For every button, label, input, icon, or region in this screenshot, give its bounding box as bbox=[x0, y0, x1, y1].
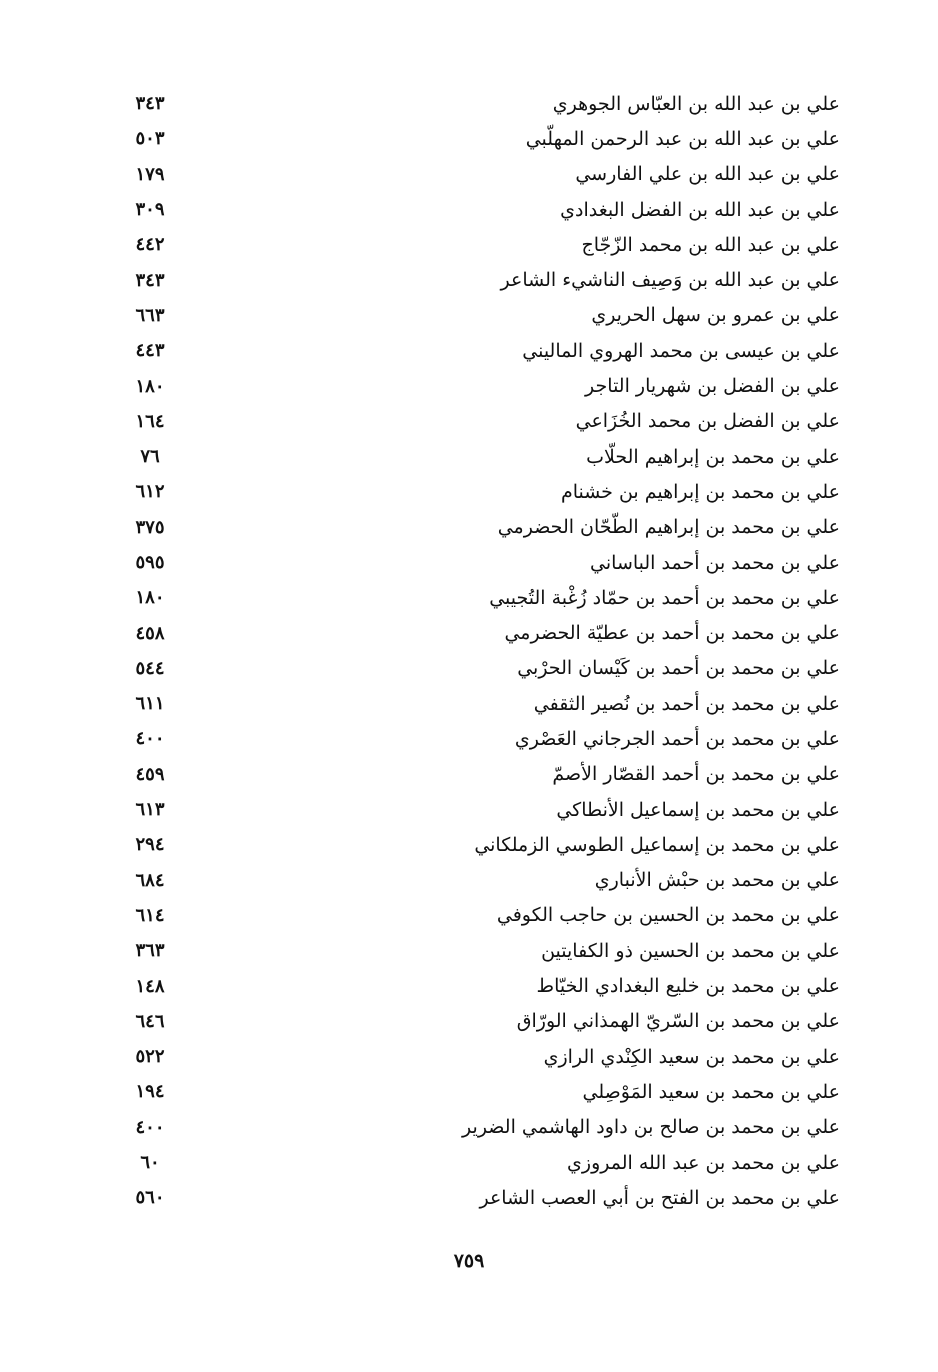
entry-page-number: ١٤٨ bbox=[135, 975, 165, 997]
index-entry bbox=[120, 474, 840, 509]
index-entry bbox=[120, 651, 840, 686]
index-entry bbox=[120, 1039, 840, 1074]
index-entry bbox=[120, 298, 840, 333]
index-entry bbox=[120, 1004, 840, 1039]
entry-page-number: ٣٤٣ bbox=[135, 269, 165, 291]
index-entry bbox=[120, 1145, 840, 1180]
index-entry bbox=[120, 898, 840, 933]
index-entry bbox=[120, 615, 840, 650]
index-entry bbox=[120, 968, 840, 1003]
entry-page-number: ٦١٣ bbox=[135, 799, 165, 821]
entry-name: علي بن محمد بن الحسين بن حاجب الكوفي bbox=[496, 904, 840, 927]
entry-name: علي بن عبد الله بن محمد الزّجّاج bbox=[581, 233, 840, 256]
entry-name: علي بن عبد الله بن عبد الرحمن المهلّبي bbox=[525, 127, 840, 150]
entry-page-number: ٥٢٢ bbox=[135, 1046, 165, 1068]
entry-name: علي بن محمد بن السّريّ الهمذاني الورّاق bbox=[516, 1010, 840, 1033]
index-entry bbox=[120, 827, 840, 862]
entry-name: علي بن عبد الله بن علي الفارسي bbox=[575, 163, 840, 186]
index-entry bbox=[120, 510, 840, 545]
entry-name: علي بن محمد بن إسماعيل الأنطاكي bbox=[556, 798, 840, 821]
entry-page-number: ٤٥٨ bbox=[135, 622, 165, 644]
index-entry bbox=[120, 580, 840, 615]
entry-page-number: ٦٦٣ bbox=[135, 304, 165, 326]
index-entry bbox=[120, 439, 840, 474]
entry-page-number: ٦١٤ bbox=[135, 904, 165, 926]
entry-name: علي بن عمرو بن سهل الحريري bbox=[591, 304, 840, 327]
index-entry bbox=[120, 192, 840, 227]
index-entry bbox=[120, 721, 840, 756]
entry-page-number: ١٦٤ bbox=[135, 410, 165, 432]
entry-page-number: ٥٦٠ bbox=[135, 1187, 165, 1209]
entry-name: علي بن محمد بن إبراهيم بن خشنام bbox=[560, 480, 840, 503]
entry-page-number: ٦٤٦ bbox=[135, 1010, 165, 1032]
entry-name: علي بن محمد بن إسماعيل الطوسي الزملكاني bbox=[474, 833, 840, 856]
entry-page-number: ٤٠٠ bbox=[135, 728, 165, 750]
entry-page-number: ٤٤٣ bbox=[135, 340, 165, 362]
index-entry bbox=[120, 1180, 840, 1215]
entry-name: علي بن محمد بن أحمد القصّار الأصمّ bbox=[552, 763, 840, 786]
entry-page-number: ٣٤٣ bbox=[135, 93, 165, 115]
index-entry bbox=[120, 333, 840, 368]
index-entry bbox=[120, 121, 840, 156]
entry-name: علي بن محمد بن الفتح بن أبي العصب الشاعر bbox=[479, 1186, 840, 1209]
index-entry bbox=[120, 368, 840, 403]
entry-name: علي بن عيسى بن محمد الهروي الماليني bbox=[522, 339, 840, 362]
entry-name: علي بن محمد بن عبد الله المروزي bbox=[567, 1151, 840, 1174]
entry-name: علي بن الفضل بن محمد الخُزَاعي bbox=[575, 410, 840, 433]
entry-name: علي بن محمد بن سعيد الكِنْدي الرازي bbox=[543, 1045, 840, 1068]
index-entry bbox=[120, 933, 840, 968]
index-entry bbox=[120, 262, 840, 297]
index-entry bbox=[120, 757, 840, 792]
entry-name: علي بن محمد بن الحسين ذو الكفايتين bbox=[541, 939, 840, 962]
entry-page-number: ١٩٤ bbox=[135, 1081, 165, 1103]
entry-page-number: ٣٦٣ bbox=[135, 940, 165, 962]
entry-name: علي بن محمد بن أحمد بن حمّاد زُغْبة التُجيبي bbox=[489, 586, 840, 609]
entry-page-number: ٦٠ bbox=[140, 1152, 160, 1174]
entry-name: علي بن محمد بن أحمد بن كَيْسان الحرْبي bbox=[517, 657, 840, 680]
entry-name: علي بن الفضل بن شهريار التاجر bbox=[585, 375, 840, 398]
entry-page-number: ٣٧٥ bbox=[135, 516, 165, 538]
entry-page-number: ٢٩٤ bbox=[135, 834, 165, 856]
entry-name: علي بن محمد بن حبْش الأنباري bbox=[594, 869, 840, 892]
entry-page-number: ٣٠٩ bbox=[135, 199, 165, 221]
index-entry bbox=[120, 545, 840, 580]
entry-name: علي بن محمد بن أحمد الباساني bbox=[590, 551, 840, 574]
entry-page-number: ٥٩٥ bbox=[135, 552, 165, 573]
entry-page-number: ١٨٠ bbox=[135, 587, 165, 609]
entry-name: علي بن محمد بن أحمد الجرجاني العَصْري bbox=[514, 727, 840, 750]
entry-name: علي بن محمد بن إبراهيم الحلّاب bbox=[586, 445, 840, 468]
entry-page-number: ٥٠٣ bbox=[135, 128, 165, 150]
index-entry bbox=[120, 1074, 840, 1109]
index-entry bbox=[120, 227, 840, 262]
entry-page-number: ١٧٩ bbox=[135, 163, 165, 185]
index-entry bbox=[120, 686, 840, 721]
entry-page-number: ١٨٠ bbox=[135, 375, 165, 397]
entry-name: علي بن عبد الله بن وَصِيف الناشيء الشاعر bbox=[500, 269, 840, 292]
entry-page-number: ٤٤٢ bbox=[135, 234, 165, 256]
entry-page-number: ٦٨٤ bbox=[135, 869, 165, 891]
entry-page-number: ٤٠٠ bbox=[135, 1116, 165, 1138]
index-entry bbox=[120, 404, 840, 439]
entry-name: علي بن عبد الله بن الفضل البغدادي bbox=[560, 198, 840, 221]
entry-name: علي بن محمد بن إبراهيم الطّحّان الحضرمي bbox=[497, 516, 840, 539]
index-list bbox=[120, 86, 840, 1216]
entry-page-number: ٤٥٩ bbox=[135, 763, 165, 785]
index-entry bbox=[120, 863, 840, 898]
index-entry bbox=[120, 1110, 840, 1145]
entry-name: علي بن محمد بن أحمد بن نُصير الثقفي bbox=[533, 692, 840, 715]
index-entry bbox=[120, 792, 840, 827]
entry-page-number: ٦١١ bbox=[135, 693, 165, 715]
entry-page-number: ٧٦ bbox=[140, 446, 160, 468]
entry-name: علي بن محمد بن صالح بن داود الهاشمي الضرير bbox=[462, 1116, 840, 1139]
entry-name: علي بن عبد الله بن العبّاس الجوهري bbox=[552, 92, 840, 115]
index-entry bbox=[120, 157, 840, 192]
entry-page-number: ٦١٢ bbox=[135, 481, 165, 503]
index-entry bbox=[120, 86, 840, 121]
entry-name: علي بن محمد بن سعيد المَوْصِلي bbox=[582, 1080, 840, 1103]
entry-page-number: ٥٤٤ bbox=[135, 657, 165, 679]
entry-name: علي بن محمد بن أحمد بن عطيّة الحضرمي bbox=[504, 622, 840, 645]
entry-name: علي بن محمد بن خليع البغدادي الخيّاط bbox=[536, 975, 840, 998]
page-number: ٧٥٩ bbox=[453, 1250, 485, 1272]
